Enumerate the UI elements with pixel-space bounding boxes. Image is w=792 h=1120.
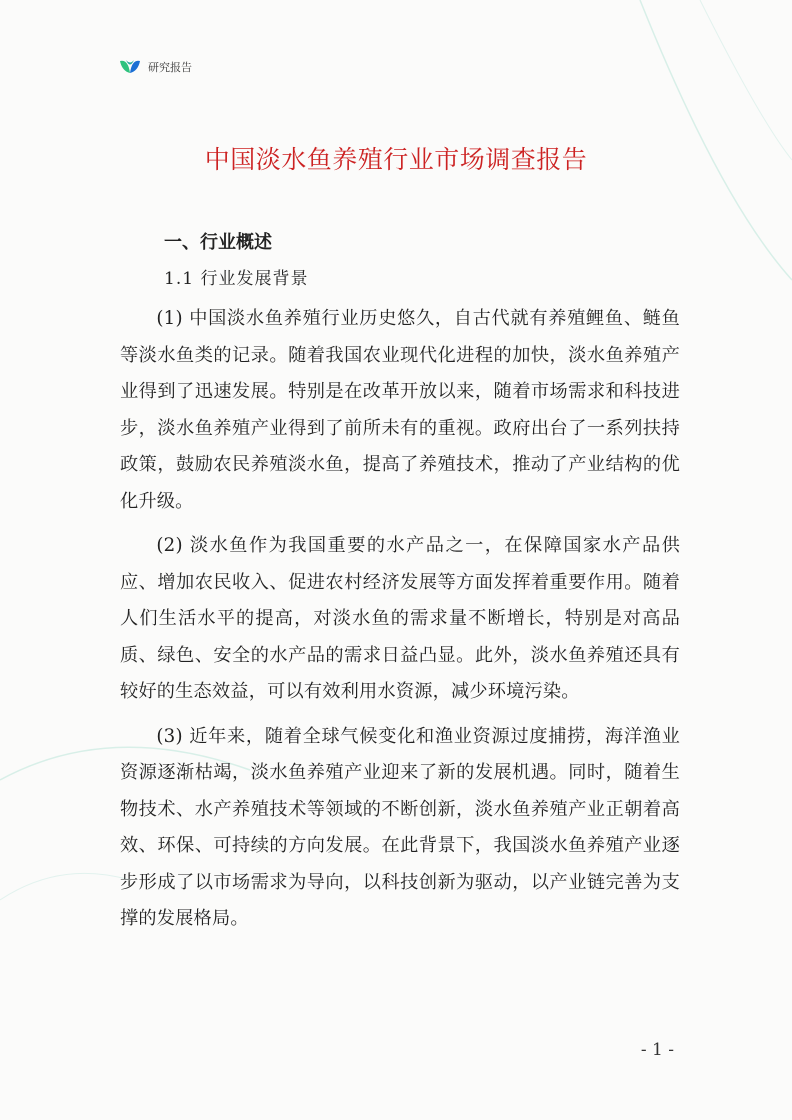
section-subheading: 1.1 行业发展背景 bbox=[164, 269, 309, 289]
document-body bbox=[120, 225, 680, 946]
report-header bbox=[118, 56, 192, 78]
paragraph: (3) 近年来，随着全球气候变化和渔业资源过度捕捞，海洋渔业资源逐渐枯竭，淡水鱼养殖产业迎来了新的发展机遇。同时，随着生物技术、水产养殖技术等领域的不断创新，淡水鱼养殖产业正朝着高效、环保、可持续的方向发展。在此背景下，我国淡水鱼养殖产业逐步形成了以市场需求为导向，以科技创新为驱动，以产业链完善为支撑的发展格局。 bbox=[120, 725, 680, 929]
document-title: 中国淡水鱼养殖行业市场调查报告 bbox=[204, 145, 588, 174]
page-number: - 1 - bbox=[640, 1040, 674, 1060]
leaf-logo-icon bbox=[118, 57, 142, 77]
section-heading: 一、行业概述 bbox=[164, 232, 272, 253]
paragraph: (1) 中国淡水鱼养殖行业历史悠久，自古代就有养殖鲤鱼、鲢鱼等淡水鱼类的记录。随着我国农业现代化进程的加快，淡水鱼养殖产业得到了迅速发展。特别是在改革开放以来，随着市场需求和科技进步，淡水鱼养殖产业得到了前所未有的重视。政府出台了一系列扶持政策，鼓励农民养殖淡水鱼，提高了养殖技术，推动了产业结构的优化升级。 bbox=[120, 308, 680, 512]
header-label: 研究报告 bbox=[148, 61, 192, 74]
paragraph: (2) 淡水鱼作为我国重要的水产品之一，在保障国家水产品供应、增加农民收入、促进农村经济发展等方面发挥着重要作用。随着人们生活水平的提高，对淡水鱼的需求量不断增长，特别是对高品质、绿色、安全的水产品的需求日益凸显。此外，淡水鱼养殖还具有较好的生态效益，可以有效利用水资源，减少环境污染。 bbox=[120, 535, 680, 702]
